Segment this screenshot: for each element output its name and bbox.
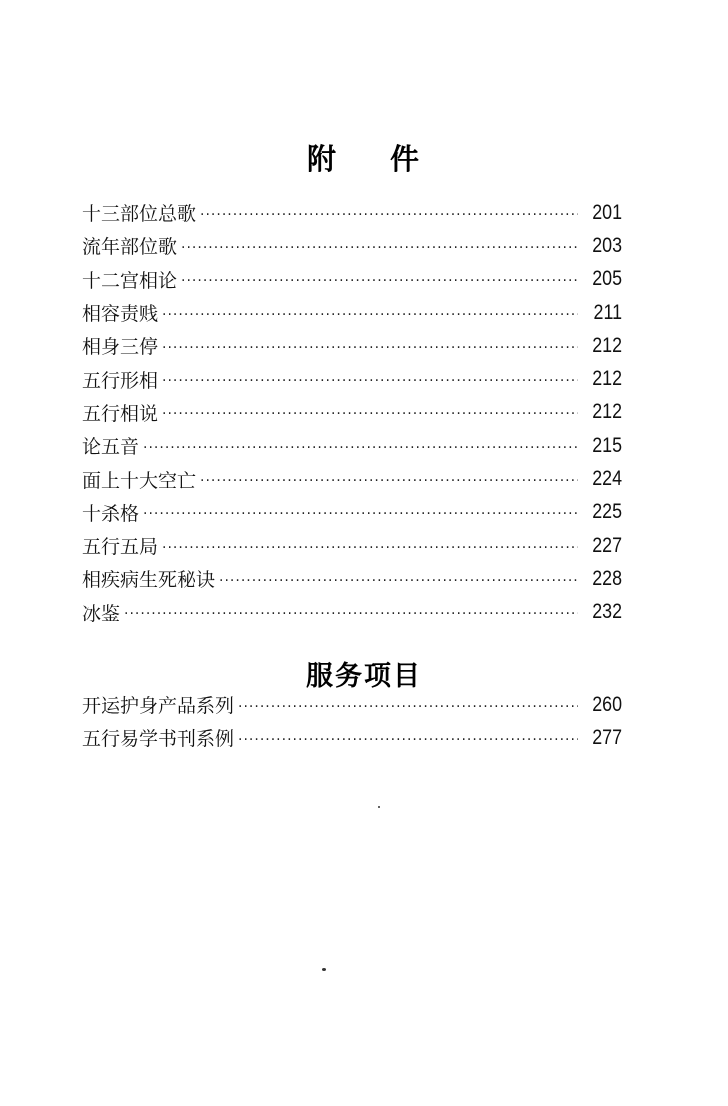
toc-entry[interactable] [82,229,622,262]
toc-entry-page: 232 [592,600,622,624]
toc-entry-page: 228 [592,566,622,590]
toc-entry-title: 相疾病生死秘诀 [82,569,216,592]
toc-entry-page: 211 [593,300,622,324]
dot-leader [143,440,578,456]
toc-entry-page: 215 [592,433,622,457]
services-heading: 服务项目 [306,661,422,692]
toc-entry[interactable] [82,562,622,595]
dot-leader [143,506,578,522]
toc-entry-title: 五行相说 [82,402,159,425]
toc-entry-page: 224 [592,467,622,491]
toc-entry-title: 论五音 [82,436,140,459]
toc-entry[interactable] [82,196,622,229]
toc-entry-title: 面上十大空亡 [82,469,197,492]
dot-leader [238,699,578,715]
dot-leader [200,473,578,489]
toc-entry-title: 五行易学书刊系例 [82,728,235,751]
appendix-heading [0,137,728,178]
dot-leader [162,340,578,356]
dot-leader [124,606,578,622]
toc-entry[interactable] [82,362,622,395]
toc-entry[interactable] [82,529,622,562]
dot-leader [181,240,578,256]
dot-leader [200,207,578,223]
appendix-heading-part1: 附 [306,142,338,176]
toc-entry[interactable] [82,296,622,329]
toc-entry[interactable] [82,688,622,721]
services-toc [82,688,622,755]
toc-entry-title: 相容责贱 [82,303,159,326]
toc-entry[interactable] [82,329,622,362]
toc-entry-title: 十杀格 [82,502,140,525]
scan-speck [378,806,380,808]
toc-entry[interactable] [82,396,622,429]
toc-entry-page: 225 [592,500,622,524]
toc-entry-page: 201 [592,200,622,224]
toc-entry-title: 开运护身产品系列 [82,695,235,718]
toc-entry-page: 205 [592,267,622,291]
toc-entry-page: 212 [592,400,622,424]
toc-entry-page: 203 [592,233,622,257]
appendix-toc [82,196,622,629]
appendix-heading-part2: 件 [390,142,422,176]
dot-leader [162,406,578,422]
toc-entry[interactable] [82,263,622,296]
toc-entry-page: 212 [592,333,622,357]
dot-leader [162,373,578,389]
toc-entry-title: 五行五局 [82,536,159,559]
toc-entry-title: 十二宫相论 [82,269,178,292]
toc-entry[interactable] [82,429,622,462]
toc-entry-page: 227 [592,533,622,557]
dot-leader [238,732,578,748]
toc-entry[interactable] [82,596,622,629]
toc-entry-title: 五行形相 [82,369,159,392]
toc-entry[interactable] [82,462,622,495]
dot-leader [181,273,578,289]
dot-leader [219,573,578,589]
toc-entry-title: 相身三停 [82,336,159,359]
toc-entry-title: 十三部位总歌 [82,203,197,226]
dot-leader [162,307,578,323]
scan-speck [322,968,326,971]
toc-entry-page: 260 [592,692,622,716]
toc-entry-title: 冰鉴 [82,602,121,625]
toc-entry-page: 277 [592,725,622,749]
toc-entry-page: 212 [592,367,622,391]
toc-entry[interactable] [82,721,622,754]
toc-entry-title: 流年部位歌 [82,236,178,259]
dot-leader [162,540,578,556]
toc-entry[interactable] [82,496,622,529]
